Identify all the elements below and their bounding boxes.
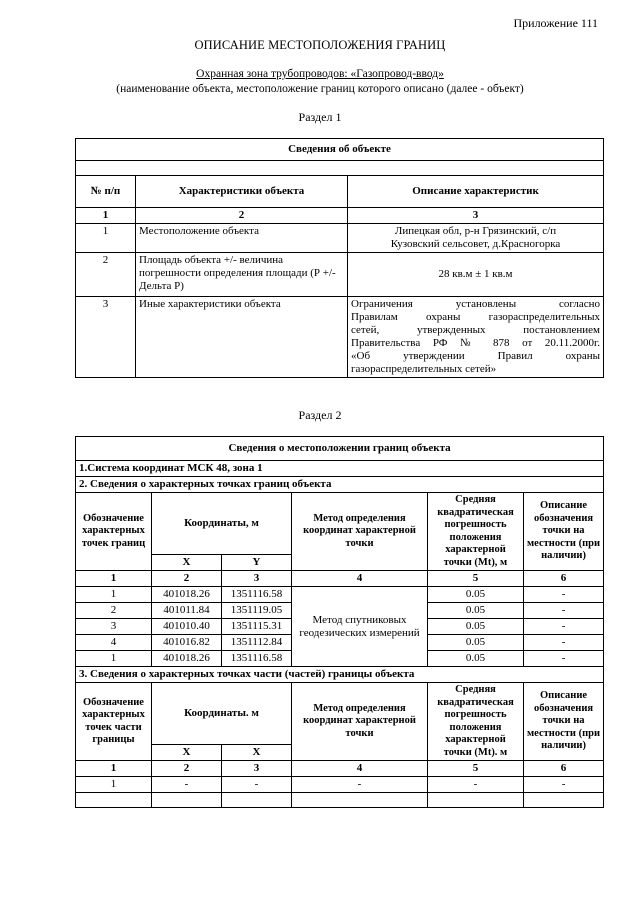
col-number: 3 (222, 571, 292, 587)
point-y: 1351116.58 (222, 587, 292, 603)
desc-line: «Об утверждении Правил охраны (351, 350, 601, 362)
point-mt: 0.05 (428, 587, 524, 603)
col-number: 1 (76, 208, 136, 224)
col-number: 5 (428, 571, 524, 587)
table-row (76, 297, 604, 378)
point-id: 1 (76, 651, 152, 667)
col-number: 2 (152, 571, 222, 587)
point-mt: 0.05 (428, 603, 524, 619)
object-name: Охранная зона трубопроводов: «Газопровод-ввод» (196, 68, 444, 80)
point-id: 1 (76, 587, 152, 603)
point-y: 1351116.58 (222, 651, 292, 667)
part-cell: - (428, 777, 524, 793)
part-cell: - (292, 777, 428, 793)
desc-line: Правилам охраны газораспределительных (351, 311, 601, 323)
desc-line: Ограничения установлены согласно (351, 298, 601, 310)
point-x: 401016.82 (152, 635, 222, 651)
point-x: 401010.40 (152, 619, 222, 635)
row-desc (348, 297, 604, 378)
part-cell: - (524, 777, 604, 793)
head-descr: Описание обозначения точки на местности (при наличии) (524, 493, 604, 571)
row-desc (348, 224, 604, 253)
col-number: 6 (524, 571, 604, 587)
boundary-table-title: Сведения о местоположении границ объекта (76, 437, 604, 461)
col-number: 2 (136, 208, 348, 224)
head-y: Y (222, 555, 292, 571)
row-name: Местоположение объекта (136, 224, 348, 253)
point-id: 3 (76, 619, 152, 635)
object-name-note: (наименование объекта, местоположение границ которого описано (далее - объект) (116, 83, 524, 95)
point-descr: - (524, 635, 604, 651)
col-number: 3 (348, 208, 604, 224)
row-num: 3 (76, 297, 136, 378)
point-descr: - (524, 619, 604, 635)
head2-descr: Описание обозначения точки на местности (при наличии) (524, 683, 604, 761)
col-number: 2 (152, 761, 222, 777)
point-x: 401018.26 (152, 651, 222, 667)
head2-method: Метод определения координат характерной точки (292, 683, 428, 761)
head2-x: X (152, 745, 222, 761)
part-cell: - (152, 777, 222, 793)
row-name: Площадь объекта +/- величина погрешности определения площади (Р +/- Дельта Р) (136, 253, 348, 297)
head-coords: Координаты, м (152, 493, 292, 555)
head-method: Метод определения координат характерной точки (292, 493, 428, 571)
point-id: 4 (76, 635, 152, 651)
col-number: 4 (292, 571, 428, 587)
head-mt: Средняя квадратическая погрешность положения характерной точки (Mt), м (428, 493, 524, 571)
head2-mt: Средняя квадратическая погрешность положения характерной точки (Mt). м (428, 683, 524, 761)
point-method: Метод спутниковых геодезических измерений (292, 587, 428, 667)
header-description: Описание характеристик (348, 176, 604, 208)
point-y: 1351115.31 (222, 619, 292, 635)
object-info-table (75, 138, 604, 378)
desc-line: Правительства РФ № 878 от 20.11.2000г. (351, 337, 601, 349)
object-info-title: Сведения об объекте (76, 139, 604, 161)
boundary-table (75, 436, 604, 808)
point-mt: 0.05 (428, 619, 524, 635)
desc-line: газораспределительных сетей» (351, 363, 497, 375)
row-num: 2 (76, 253, 136, 297)
table-row (76, 587, 604, 603)
col-number: 1 (76, 761, 152, 777)
document-title: ОПИСАНИЕ МЕСТОПОЛОЖЕНИЯ ГРАНИЦ (194, 38, 446, 52)
point-id: 2 (76, 603, 152, 619)
point-descr: - (524, 587, 604, 603)
point-x: 401011.84 (152, 603, 222, 619)
empty-row (76, 161, 604, 176)
head2-y: X (222, 745, 292, 761)
col-number: 4 (292, 761, 428, 777)
head2-designation: Обозначение характерных точек части границы (76, 683, 152, 761)
point-descr: - (524, 603, 604, 619)
point-mt: 0.05 (428, 635, 524, 651)
head-designation: Обозначение характерных точек границ (76, 493, 152, 571)
col-number: 3 (222, 761, 292, 777)
point-y: 1351119.05 (222, 603, 292, 619)
appendix-label: Приложение 111 (513, 16, 598, 30)
point-descr: - (524, 651, 604, 667)
head-x: X (152, 555, 222, 571)
part-cell: 1 (76, 777, 152, 793)
point-x: 401018.26 (152, 587, 222, 603)
parts-section-title: 3. Сведения о характерных точках части (частей) границы объекта (76, 667, 604, 683)
row-num: 1 (76, 224, 136, 253)
points-section-title: 2. Сведения о характерных точках границ объекта (76, 477, 604, 493)
desc-line: Липецкая обл, р-н Грязинский, с/п (394, 225, 557, 237)
row-desc: 28 кв.м ± 1 кв.м (348, 253, 604, 297)
point-y: 1351112.84 (222, 635, 292, 651)
table-row (76, 224, 604, 253)
desc-line: сетей, утвержденных постановлением (351, 324, 601, 336)
table-row (76, 777, 604, 793)
col-number: 1 (76, 571, 152, 587)
desc-line: Кузовский сельсовет, д.Красногорка (390, 238, 561, 250)
header-characteristic: Характеристики объекта (136, 176, 348, 208)
header-num: № п/п (76, 176, 136, 208)
coord-system: 1.Система координат МСК 48, зона 1 (76, 461, 604, 477)
point-mt: 0.05 (428, 651, 524, 667)
col-number: 5 (428, 761, 524, 777)
row-name: Иные характеристики объекта (136, 297, 348, 378)
head2-coords: Координаты. м (152, 683, 292, 745)
section-1-label: Раздел 1 (298, 110, 342, 124)
table-row (76, 253, 604, 297)
section-2-label: Раздел 2 (298, 408, 342, 422)
col-number: 6 (524, 761, 604, 777)
part-cell: - (222, 777, 292, 793)
